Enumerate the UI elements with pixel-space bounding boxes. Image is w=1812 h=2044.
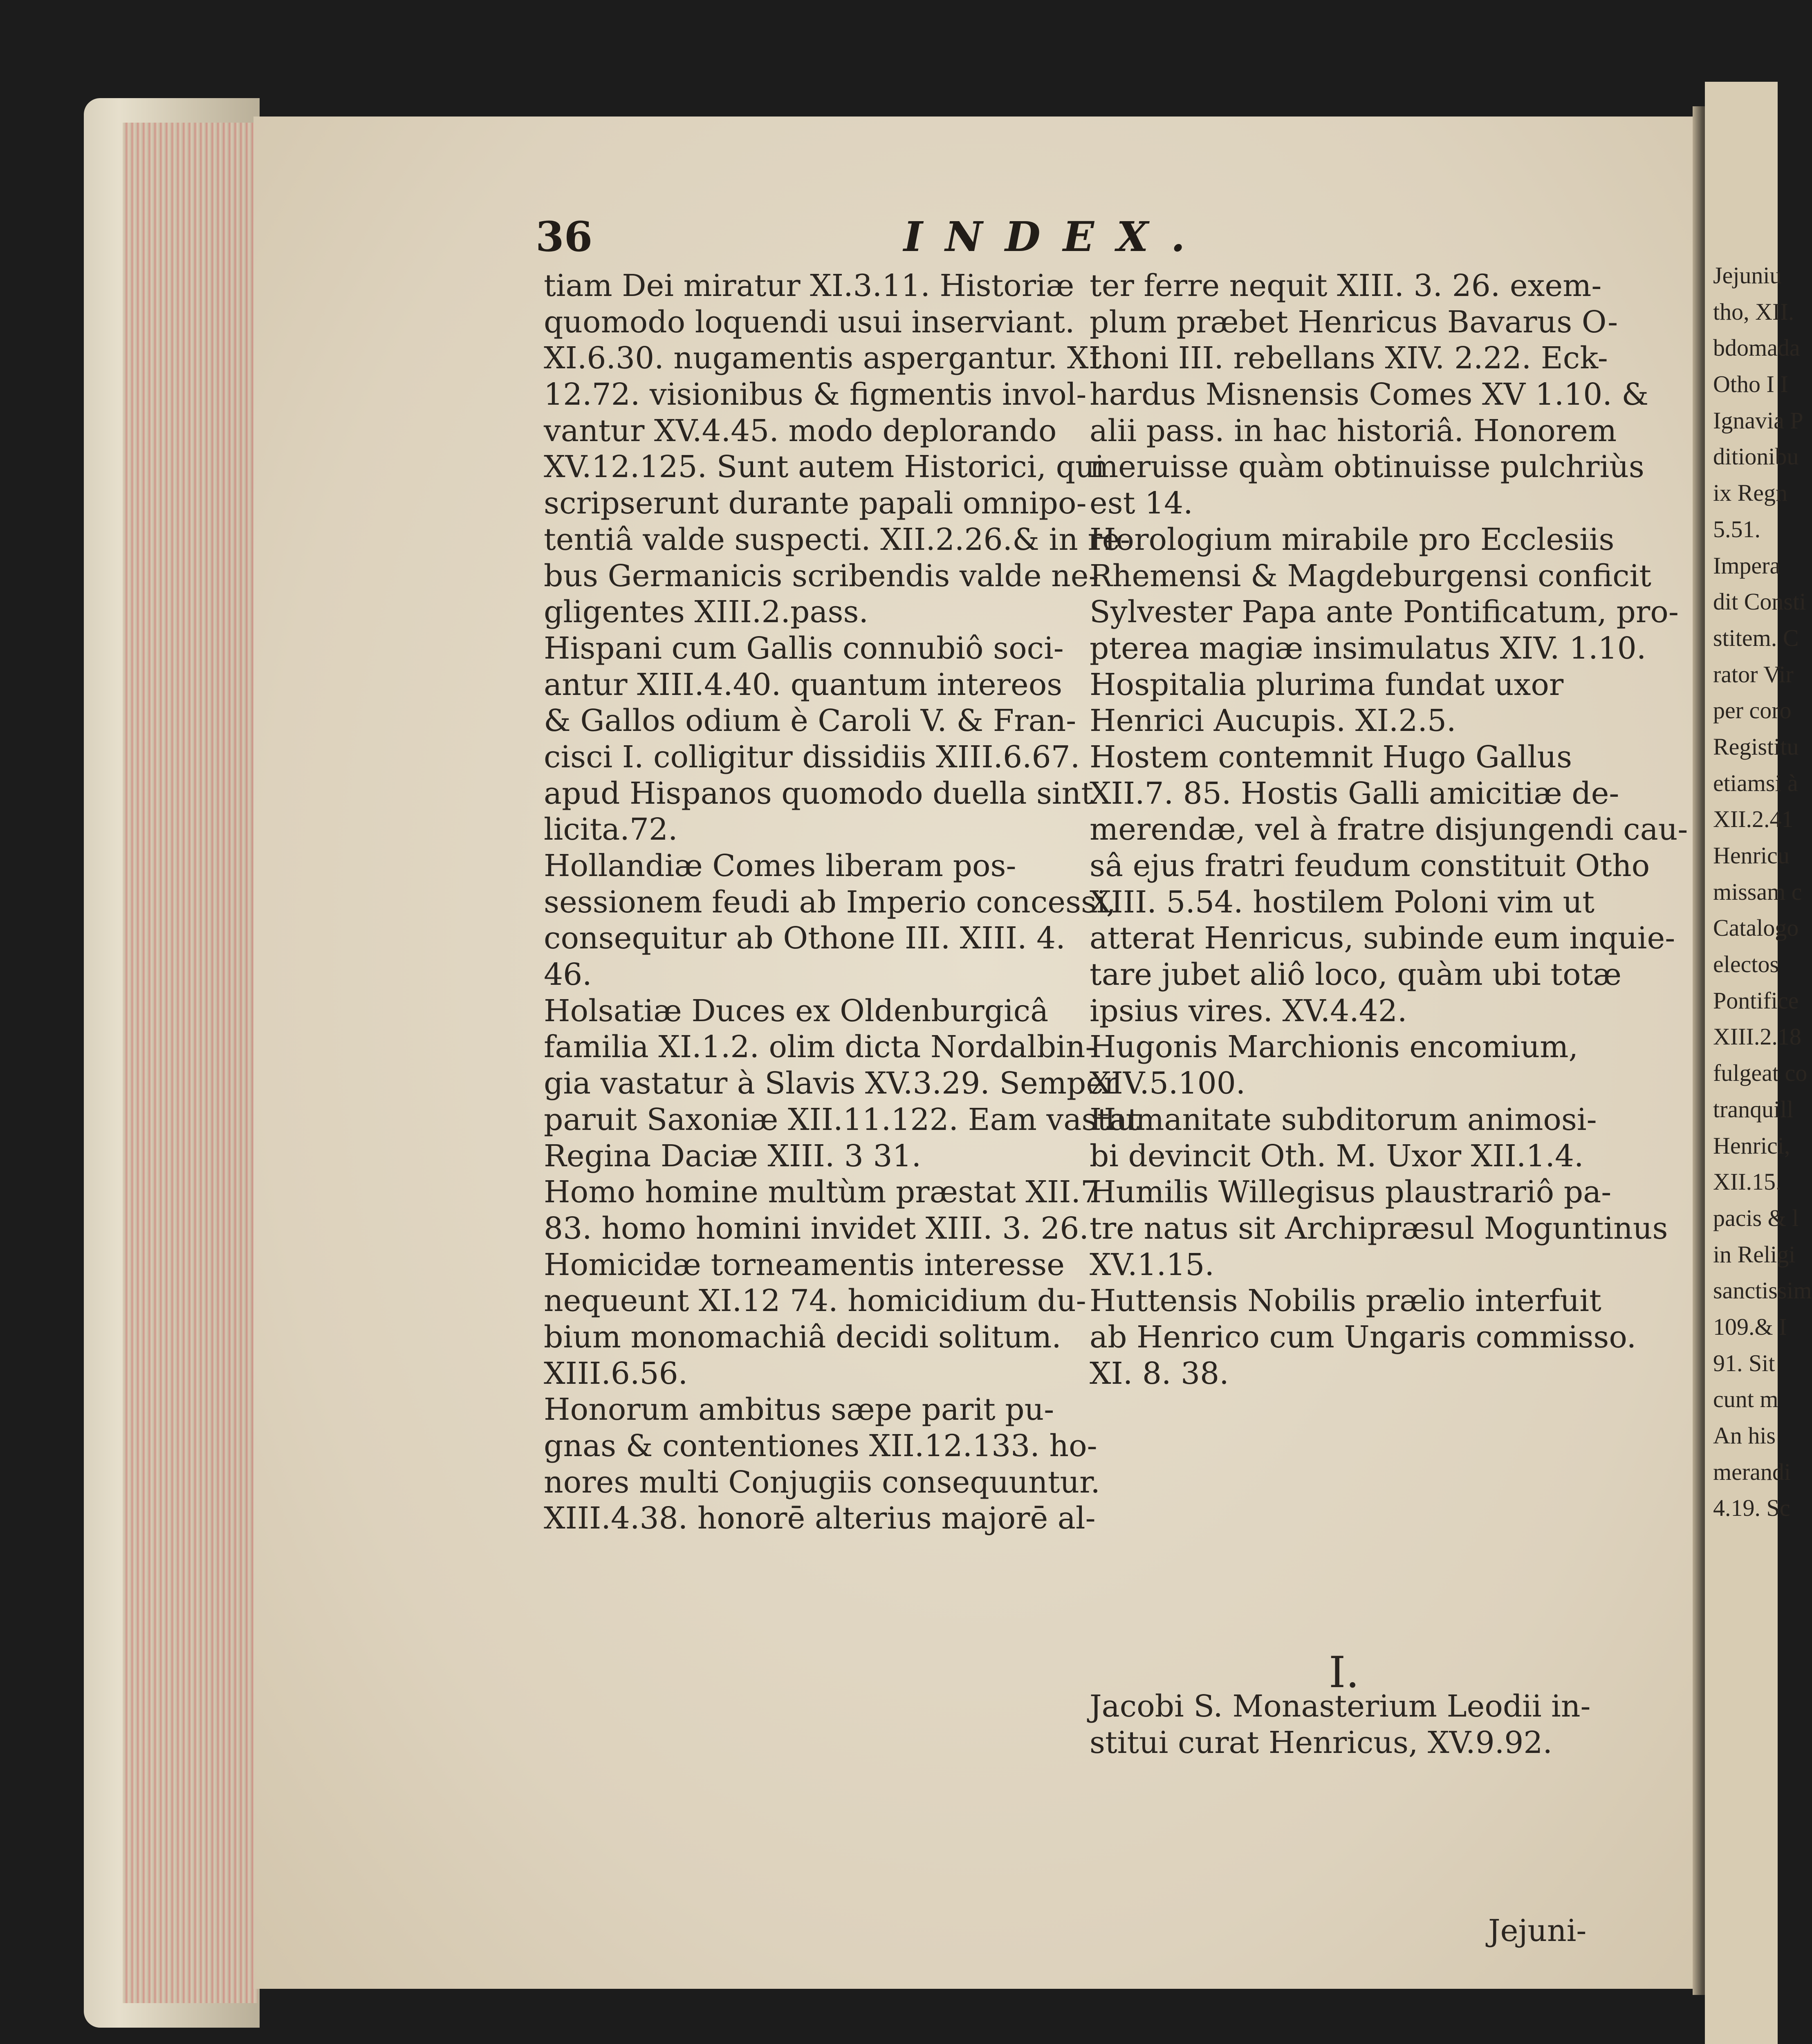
facing-text-line: per coro (1713, 697, 1792, 724)
text-line: tiam Dei miratur XI.3.11. Historiæ (544, 268, 1074, 303)
text-line: 46. (544, 957, 592, 993)
text-line: XV.12.125. Sunt autem Historici, qui (544, 449, 1105, 485)
text-line: bus Germanicis scribendis valde ne- (544, 558, 1099, 594)
facing-text-line: Henrici, (1713, 1132, 1790, 1159)
text-line: hardus Misnensis Comes XV 1.10. & (1090, 377, 1649, 412)
text-line: atterat Henricus, subinde eum inquie- (1090, 921, 1675, 956)
text-line: pterea magiæ insimulatus XIV. 1.10. (1090, 630, 1646, 666)
facing-text-line: tranquill (1713, 1096, 1794, 1123)
text-line: XV.1.15. (1090, 1247, 1214, 1282)
facing-text-line: Catalogo (1713, 914, 1799, 941)
text-line: meruisse quàm obtinuisse pulchriùs (1090, 449, 1644, 485)
text-line: XI.6.30. nugamentis aspergantur. XI. (544, 341, 1110, 376)
text-line: XIII.4.38. honorē alterius majorē al- (544, 1501, 1096, 1536)
text-line: XIII.6.56. (544, 1356, 688, 1391)
facing-text-line: 91. Sit (1713, 1349, 1775, 1376)
facing-text-line: Henricu (1713, 842, 1790, 869)
facing-text-line: in Religi (1713, 1241, 1796, 1268)
text-line: bi devincit Oth. M. Uxor XII.1.4. (1090, 1138, 1584, 1174)
text-line: Rhemensi & Magdeburgensi conficit (1090, 558, 1652, 594)
text-line: Sylvester Papa ante Pontificatum, pro- (1090, 594, 1679, 630)
text-line: Huttensis Nobilis prælio interfuit (1090, 1283, 1601, 1319)
facing-text-line: sanctissim (1713, 1277, 1812, 1304)
text-line: apud Hispanos quomodo duella sint (544, 775, 1093, 811)
facing-text-line: ix Regn (1713, 480, 1788, 507)
facing-text-line: ditionibu (1713, 443, 1799, 470)
facing-text-line: etiamsi à (1713, 769, 1798, 796)
facing-text-line: Jejuniu (1713, 262, 1782, 289)
right-column-after-heading (1090, 1688, 1617, 1761)
facing-text-line: merandi (1713, 1458, 1791, 1485)
text-line: Homicidæ torneamentis interesse (544, 1247, 1065, 1282)
facing-text-line: 109.& I (1713, 1313, 1787, 1340)
running-title: INDEX. (904, 213, 1208, 261)
facing-text-line: pacis & l (1713, 1204, 1799, 1231)
text-line: vantur XV.4.45. modo deplorando (544, 413, 1057, 448)
facing-text-line: tho, XII. (1713, 298, 1794, 325)
text-line: tare jubet aliô loco, quàm ubi totæ (1090, 957, 1621, 993)
facing-text-line: An his (1713, 1422, 1776, 1449)
facing-text-line: XII.2.41 (1713, 806, 1794, 833)
text-line: Humilis Willegisus plaustrariô pa- (1090, 1174, 1612, 1210)
text-line: & Gallos odium è Caroli V. & Fran- (544, 703, 1076, 739)
text-line: nequeunt XI.12 74. homicidium du- (544, 1283, 1086, 1319)
text-line: Holsatiæ Duces ex Oldenburgicâ (544, 993, 1049, 1029)
text-line: Honorum ambitus sæpe parit pu- (544, 1392, 1054, 1428)
text-line: antur XIII.4.40. quantum intereos (544, 667, 1063, 702)
facing-page-text (1713, 258, 1812, 1526)
facing-text-line: 5.51. (1713, 515, 1760, 542)
text-line: Hollandiæ Comes liberam pos- (544, 848, 1016, 883)
facing-text-line: stitem. C (1713, 624, 1799, 651)
page-header (536, 213, 1599, 261)
text-line: cisci I. colligitur dissidiis XIII.6.67. (544, 739, 1080, 775)
facing-text-line: Pontifice (1713, 987, 1799, 1014)
text-line: gia vastatur à Slavis XV.3.29. Semper (544, 1066, 1119, 1101)
facing-text-line: dit Consti (1713, 588, 1806, 615)
facing-text-line: bdomada (1713, 334, 1800, 361)
text-line: ter ferre nequit XIII. 3. 26. exem- (1090, 268, 1602, 303)
text-line: Hostem contemnit Hugo Gallus (1090, 739, 1572, 775)
text-line: XII.7. 85. Hostis Galli amicitiæ de- (1090, 775, 1619, 811)
facing-text-line: cunt m (1713, 1386, 1778, 1413)
text-line: stitui curat Henricus, XV.9.92. (1090, 1725, 1552, 1760)
text-line: gnas & contentiones XII.12.133. ho- (544, 1428, 1097, 1464)
text-line: Regina Daciæ XIII. 3 31. (544, 1138, 922, 1174)
text-line: Jacobi S. Monasterium Leodii in- (1090, 1689, 1591, 1724)
facing-text-line: Registitu (1713, 733, 1799, 760)
text-line: tentiâ valde suspecti. XII.2.26.& in re- (544, 522, 1130, 557)
text-line: merendæ, vel à fratre disjungendi cau- (1090, 812, 1688, 847)
text-line: quomodo loquendi usui inserviant. (544, 304, 1075, 340)
text-line: Henrici Aucupis. XI.2.5. (1090, 703, 1456, 739)
text-line: familia XI.1.2. olim dicta Nordalbin- (544, 1029, 1096, 1065)
text-line: sessionem feudi ab Imperio concessi, (544, 884, 1116, 920)
text-line: XIII. 5.54. hostilem Poloni vim ut (1090, 884, 1594, 920)
text-line: paruit Saxoniæ XII.11.122. Eam vastat (544, 1102, 1139, 1137)
left-column (544, 268, 1139, 1537)
section-letter: I. (1329, 1647, 1359, 1697)
facing-text-line: Otho I I (1713, 371, 1788, 398)
facing-text-line: Impera (1713, 552, 1781, 579)
text-line: 83. homo homini invidet XIII. 3. 26. (544, 1210, 1089, 1246)
page-stack-edge (123, 123, 258, 2003)
text-line: consequitur ab Othone III. XIII. 4. (544, 921, 1065, 956)
text-line: Hugonis Marchionis encomium, (1090, 1029, 1578, 1065)
facing-text-line: missam c (1713, 878, 1802, 905)
text-line: thoni III. rebellans XIV. 2.22. Eck- (1090, 341, 1608, 376)
text-line: Homo homine multùm præstat XII.7 (544, 1174, 1100, 1210)
facing-text-line: 4.19. Sc (1713, 1495, 1790, 1522)
text-line: bium monomachiâ decidi solitum. (544, 1319, 1061, 1355)
text-line: XI. 8. 38. (1090, 1356, 1229, 1391)
right-column (1090, 268, 1688, 1392)
facing-text-line: electos (1713, 951, 1779, 978)
text-line: tre natus sit Archipræsul Moguntinus (1090, 1210, 1668, 1246)
text-line: est 14. (1090, 486, 1193, 521)
text-line: Horologium mirabile pro Ecclesiis (1090, 522, 1615, 557)
page-number: 36 (536, 213, 593, 261)
text-line: sâ ejus fratri feudum constituit Otho (1090, 848, 1650, 883)
text-line: licita.72. (544, 812, 678, 847)
text-line: nores multi Conjugiis consequuntur. (544, 1464, 1100, 1500)
facing-text-line: Ignavia P (1713, 407, 1803, 434)
text-line: ipsius vires. XV.4.42. (1090, 993, 1407, 1029)
text-line: alii pass. in hac historiâ. Honorem (1090, 413, 1617, 448)
text-line: 12.72. visionibus & figmentis invol- (544, 377, 1087, 412)
text-line: Humanitate subditorum animosi- (1090, 1102, 1597, 1137)
text-line: scripserunt durante papali omnipo- (544, 486, 1087, 521)
facing-text-line: XII.15. (1713, 1168, 1782, 1195)
facing-text-line: fulgeat co (1713, 1060, 1808, 1087)
text-line: Hispani cum Gallis connubiô soci- (544, 630, 1064, 666)
facing-text-line: XIII.2.18 (1713, 1023, 1801, 1050)
text-line: Hospitalia plurima fundat uxor (1090, 667, 1564, 702)
text-line: gligentes XIII.2.pass. (544, 594, 869, 630)
text-line: ab Henrico cum Ungaris commisso. (1090, 1319, 1637, 1355)
facing-text-line: rator Vir (1713, 661, 1794, 688)
text-line: XIV.5.100. (1090, 1066, 1246, 1101)
catchword: Jejuni- (1488, 1913, 1587, 1948)
text-line: plum præbet Henricus Bavarus O- (1090, 304, 1618, 340)
